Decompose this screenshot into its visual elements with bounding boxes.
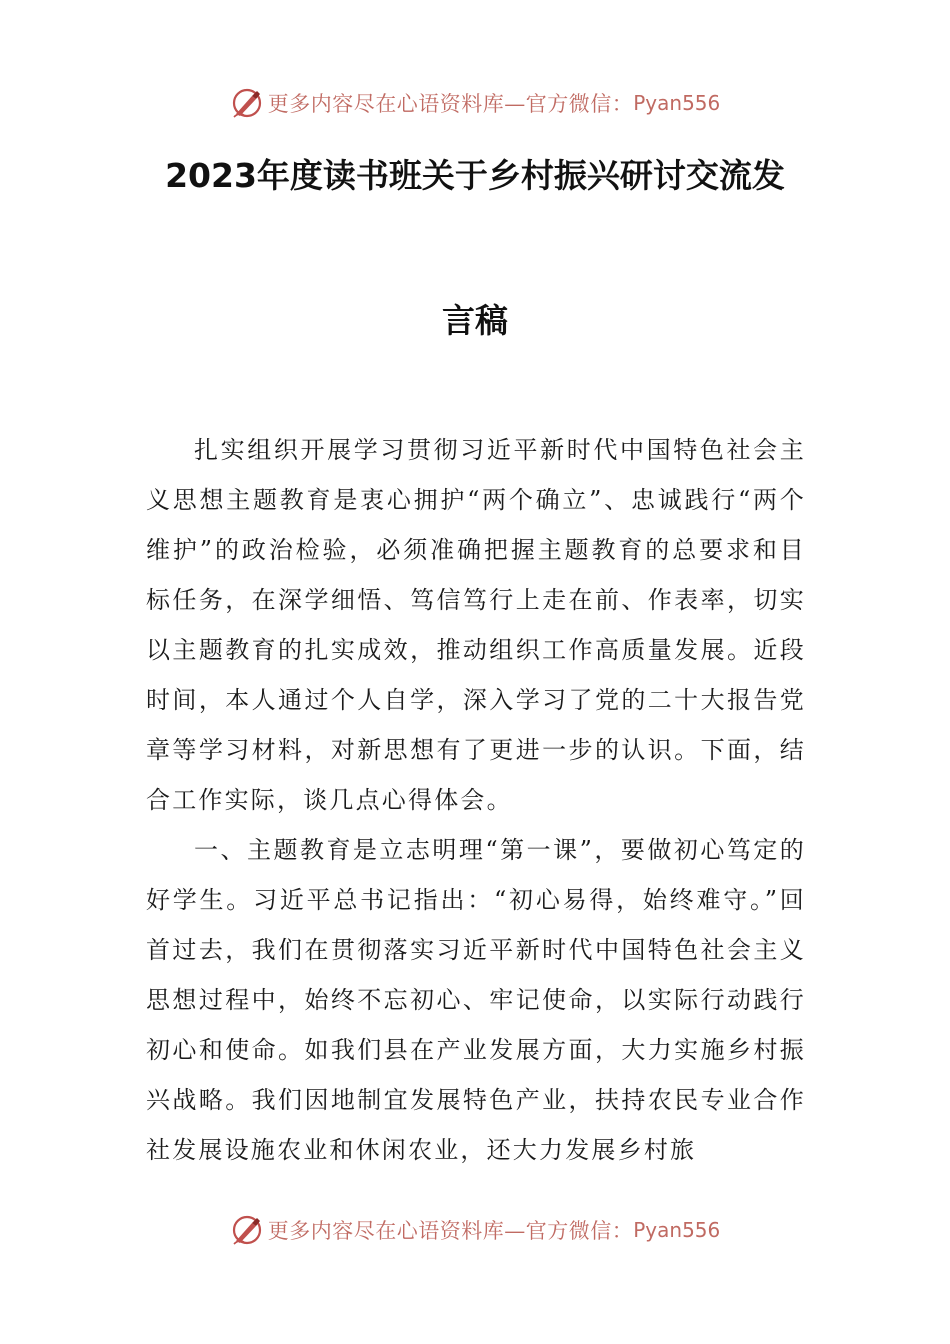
document-title-line-1: 2023年度读书班关于乡村振兴研讨交流发 [165, 156, 785, 195]
document-body [146, 425, 806, 1175]
watermark-text: 更多内容尽在心语资料库—官方微信： [267, 1219, 634, 1243]
watermark-text: 更多内容尽在心语资料库—官方微信： [267, 92, 634, 116]
paragraph-1: 扎实组织开展学习贯彻习近平新时代中国特色社会主义思想主题教育是衷心拥护“两个确立”、忠诚践行“两个维护”的政治检验，必须准确把握主题教育的总要求和目标任务，在深学细悟、笃信笃行上走在前、作表率，切实以主题教育的扎实成效，推动组织工作高质量发展。近段时间，本人通过个人自学，深入学习了党的二十大报告党章等学习材料，对新思想有了更进一步的认识。下面，结合工作实际，谈几点心得体会。 [146, 436, 806, 814]
header-watermark [0, 83, 950, 123]
footer-watermark [0, 1210, 950, 1250]
document-title-line-2: 言稿 [442, 301, 508, 340]
watermark-wechat-id: Pyan556 [633, 1218, 721, 1242]
pen-logo-icon [230, 1213, 264, 1247]
watermark-wechat-id: Pyan556 [633, 91, 721, 115]
pen-logo-icon [230, 86, 264, 120]
paragraph-2: 一、主题教育是立志明理“第一课”，要做初心笃定的好学生。习近平总书记指出：“初心易得，始终难守。”回首过去，我们在贯彻落实习近平新时代中国特色社会主义思想过程中，始终不忘初心、牢记使命，以实际行动践行初心和使命。如我们县在产业发展方面，大力实施乡村振兴战略。我们因地制宜发展特色产业，扶持农民专业合作社发展设施农业和休闲农业，还大力发展乡村旅 [146, 836, 806, 1164]
